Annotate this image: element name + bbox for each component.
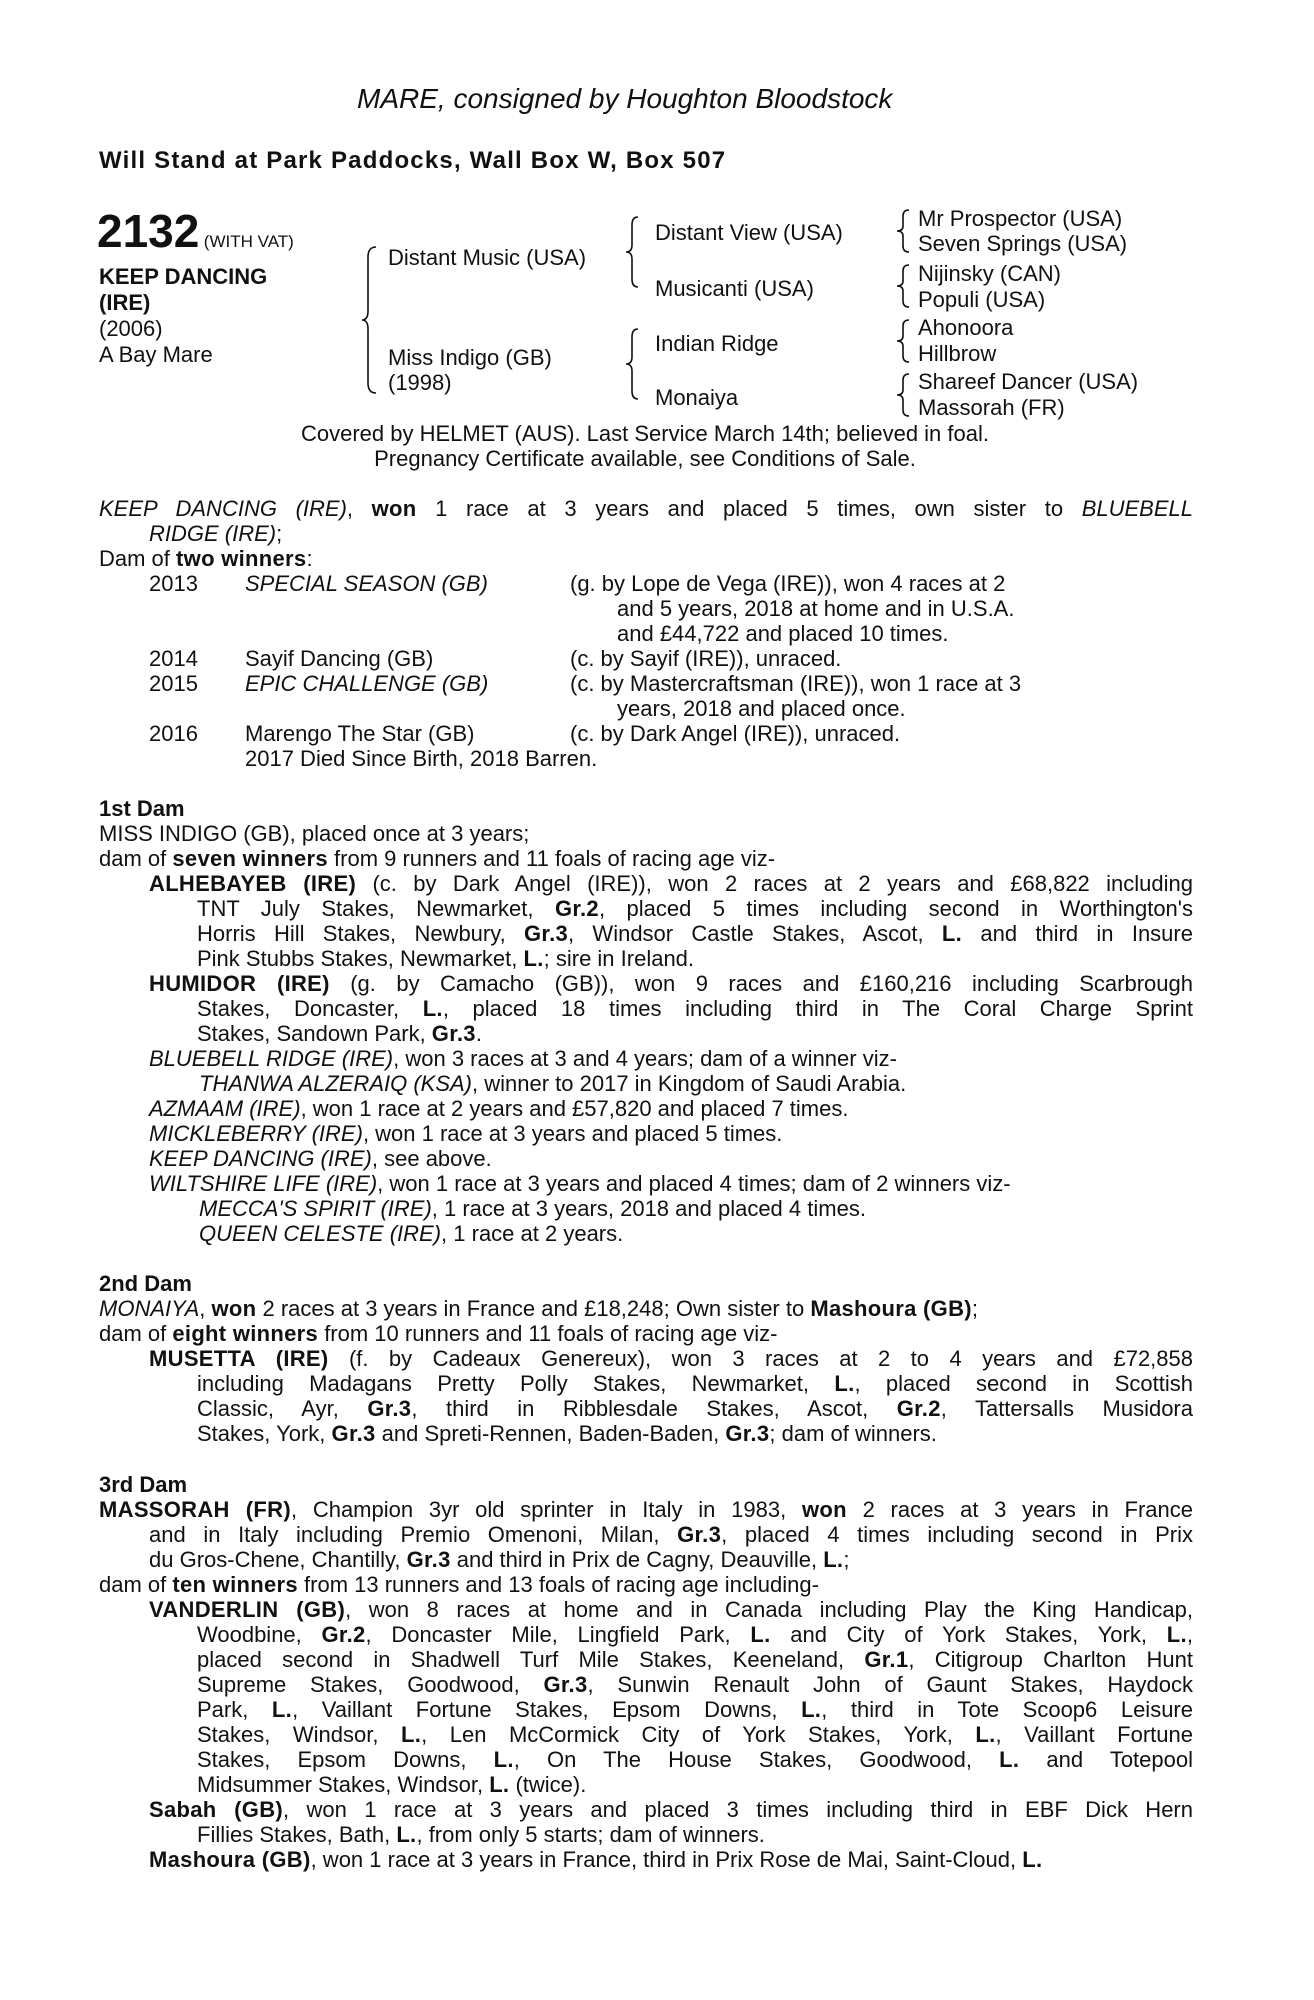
offspring-alhebayeb: ALHEBAYEB (IRE) (c. by Dark Angel (IRE)), won 2 races at 2 years and £68,822 including TNT July Stakes, Newmarket, Gr.2, placed 5 times including second in Worthington's Horris Hill Stakes, Newbury, Gr.3, Windsor Castle Stakes, Ascot, L. and third in Insure Pink Stubbs Stakes, Newmarket, L.; sire in Ireland.	[149, 871, 1193, 971]
produce-year: 2016	[149, 721, 198, 746]
produce-details: (g. by Lope de Vega (IRE)), won 4 races at 2	[570, 571, 1006, 596]
produce-name: Marengo The Star (GB)	[245, 721, 475, 746]
horse-name: KEEP DANCING	[99, 264, 268, 289]
second-dam-heading: 2nd Dam	[99, 1271, 192, 1296]
pedigree-bracket	[624, 327, 644, 402]
first-dam-summary: dam of seven winners from 9 runners and 11 foals of racing age viz-	[99, 846, 776, 871]
produce-year: 2015	[149, 671, 198, 696]
sister-ref: RIDGE (IRE)	[149, 521, 277, 546]
first-dam-line: MISS INDIGO (GB), placed once at 3 years;	[99, 821, 530, 846]
lot-number-line	[97, 205, 294, 257]
pedigree-sire-dam: Musicanti (USA)	[655, 276, 814, 301]
produce-details: (c. by Dark Angel (IRE)), unraced.	[570, 721, 901, 746]
offspring-humidor: HUMIDOR (IRE) (g. by Camacho (GB)), won 9 races and £160,216 including Scarbrough Stakes, Doncaster, L., placed 18 times including third in The Coral Charge Sprint Stakes, Sandown Park, Gr.3.	[149, 971, 1193, 1046]
offspring-mecca: MECCA'S SPIRIT (IRE), 1 race at 3 years, 2018 and placed 4 times.	[199, 1196, 866, 1221]
pedigree-dam-year: (1998)	[388, 370, 452, 395]
pedigree-dss: Ahonoora	[918, 315, 1014, 340]
intro-paragraph: KEEP DANCING (IRE), won 1 race at 3 years and placed 5 times, own sister to BLUEBELL RIDGE (IRE); Dam of two winners:	[99, 496, 1193, 571]
offspring-keep-dancing: KEEP DANCING (IRE), see above.	[149, 1146, 492, 1171]
offspring-azmaam: AZMAAM (IRE), won 1 race at 2 years and £57,820 and placed 7 times.	[149, 1096, 849, 1121]
produce-name: Sayif Dancing (GB)	[245, 646, 434, 671]
pedigree-bracket	[364, 245, 384, 395]
offspring-bluebell: BLUEBELL RIDGE (IRE), won 3 races at 3 and 4 years; dam of a winner viz-	[149, 1046, 897, 1071]
third-dam-paragraph: MASSORAH (FR), Champion 3yr old sprinter in Italy in 1983, won 2 races at 3 years in France and in Italy including Premio Omenoni, Milan, Gr.3, placed 4 times including second in Prix du Gros-Chene, Chantilly, Gr.3 and third in Prix de Cagny, Deauville, L.; dam of ten winners from 13 runners and 13 foals of racing age including-	[99, 1497, 1194, 1597]
offspring-sabah: Sabah (GB), won 1 race at 3 years and placed 3 times including third in EBF Dick Hern Fillies Stakes, Bath, L., from only 5 starts; dam of winners.	[149, 1797, 1193, 1847]
pedigree-dam-dam: Monaiya	[655, 385, 739, 410]
offspring-thanwa: THANWA ALZERAIQ (KSA), winner to 2017 in Kingdom of Saudi Arabia.	[199, 1071, 907, 1096]
horse-year: (2006)	[99, 316, 163, 341]
pedigree-dsd: Hillbrow	[918, 341, 997, 366]
won-label: won	[371, 496, 417, 521]
pedigree-sdd: Populi (USA)	[918, 287, 1046, 312]
horse-description: A Bay Mare	[99, 342, 213, 367]
pedigree-bracket	[895, 372, 913, 418]
offspring-wiltshire: WILTSHIRE LIFE (IRE), won 1 race at 3 years and placed 4 times; dam of 2 winners viz-	[149, 1171, 1011, 1196]
pedigree-sss: Mr Prospector (USA)	[918, 206, 1123, 231]
third-dam-heading: 3rd Dam	[99, 1472, 188, 1497]
produce-details: (c. by Sayif (IRE)), unraced.	[570, 646, 842, 671]
offspring-musetta: MUSETTA (IRE) (f. by Cadeaux Genereux), won 3 races at 2 to 4 years and £72,858 including Madagans Pretty Polly Stakes, Newmarket, L., placed second in Scottish Classic, Ayr, Gr.3, third in Ribblesdale Stakes, Ascot, Gr.2, Tattersalls Musidora Stakes, York, Gr.3 and Spreti-Rennen, Baden-Baden, Gr.3; dam of winners.	[149, 1346, 1193, 1446]
produce-name: SPECIAL SEASON (GB)	[245, 571, 488, 596]
pedigree-dam: Miss Indigo (GB)	[388, 345, 552, 370]
produce-details: (c. by Mastercraftsman (IRE)), won 1 race at 3	[570, 671, 1022, 696]
page-title: MARE, consigned by Houghton Bloodstock	[357, 83, 893, 114]
second-dam-line: MONAIYA, won 2 races at 3 years in France and £18,248; Own sister to Mashoura (GB);	[99, 1296, 979, 1321]
horse-ref: KEEP DANCING (IRE)	[99, 496, 347, 521]
offspring-vanderlin: VANDERLIN (GB), won 8 races at home and in Canada including Play the King Handicap, Woodbine, Gr.2, Doncaster Mile, Lingfield Park, L. and City of York Stakes, York, L., placed second in Shadwell Turf Mile Stakes, Keeneland, Gr.1, Citigroup Charlton Hunt Supreme Stakes, Goodwood, Gr.3, Sunwin Renault John of Gaunt Stakes, Haydock Park, L., Vaillant Fortune Stakes, Epsom Downs, L., third in Tote Scoop6 Leisure Stakes, Windsor, L., Len McCormick City of York Stakes, York, L., Vaillant Fortune Stakes, Epsom Downs, L., On The House Stakes, Goodwood, L. and Totepool Midsummer Stakes, Windsor, L. (twice).	[149, 1597, 1194, 1797]
pedigree-sire: Distant Music (USA)	[388, 245, 587, 270]
pedigree-ddd: Massorah (FR)	[918, 395, 1065, 420]
produce-details: and 5 years, 2018 at home and in U.S.A.	[617, 596, 1015, 621]
offspring-mickleberry: MICKLEBERRY (IRE), won 1 race at 3 years and placed 5 times.	[149, 1121, 783, 1146]
produce-name: EPIC CHALLENGE (GB)	[245, 671, 489, 696]
pedigree-sire-sire: Distant View (USA)	[655, 220, 843, 245]
pedigree-bracket	[895, 263, 913, 309]
stand-location: Will Stand at Park Paddocks, Wall Box W, Box 507	[99, 147, 727, 174]
pedigree-sds: Nijinsky (CAN)	[918, 261, 1061, 286]
vat-note: (WITH VAT)	[203, 232, 294, 251]
produce-year: 2013	[149, 571, 198, 596]
pedigree-bracket	[624, 215, 644, 290]
pedigree-dds: Shareef Dancer (USA)	[918, 369, 1139, 394]
offspring-queen: QUEEN CELESTE (IRE), 1 race at 2 years.	[199, 1221, 624, 1246]
lot-number: 2132	[97, 205, 200, 257]
covered-line: Covered by HELMET (AUS). Last Service March 14th; believed in foal.	[300, 421, 989, 446]
produce-details: and £44,722 and placed 10 times.	[617, 621, 949, 646]
first-dam-heading: 1st Dam	[99, 796, 185, 821]
pedigree-bracket	[895, 318, 913, 364]
horse-origin: (IRE)	[99, 290, 151, 315]
produce-year: 2014	[149, 646, 198, 671]
second-dam-summary: dam of eight winners from 10 runners and 11 foals of racing age viz-	[99, 1321, 778, 1346]
pedigree-bracket	[895, 208, 913, 254]
produce-details: years, 2018 and placed once.	[617, 696, 906, 721]
pedigree-dam-sire: Indian Ridge	[655, 331, 779, 356]
produce-note: 2017 Died Since Birth, 2018 Barren.	[245, 746, 598, 771]
pedigree-ssd: Seven Springs (USA)	[918, 231, 1128, 256]
pregnancy-line: Pregnancy Certificate available, see Conditions of Sale.	[374, 446, 916, 471]
winners-count: two winners	[176, 546, 307, 571]
offspring-mashoura: Mashoura (GB), won 1 race at 3 years in France, third in Prix Rose de Mai, Saint-Cloud, L.	[149, 1847, 1043, 1872]
